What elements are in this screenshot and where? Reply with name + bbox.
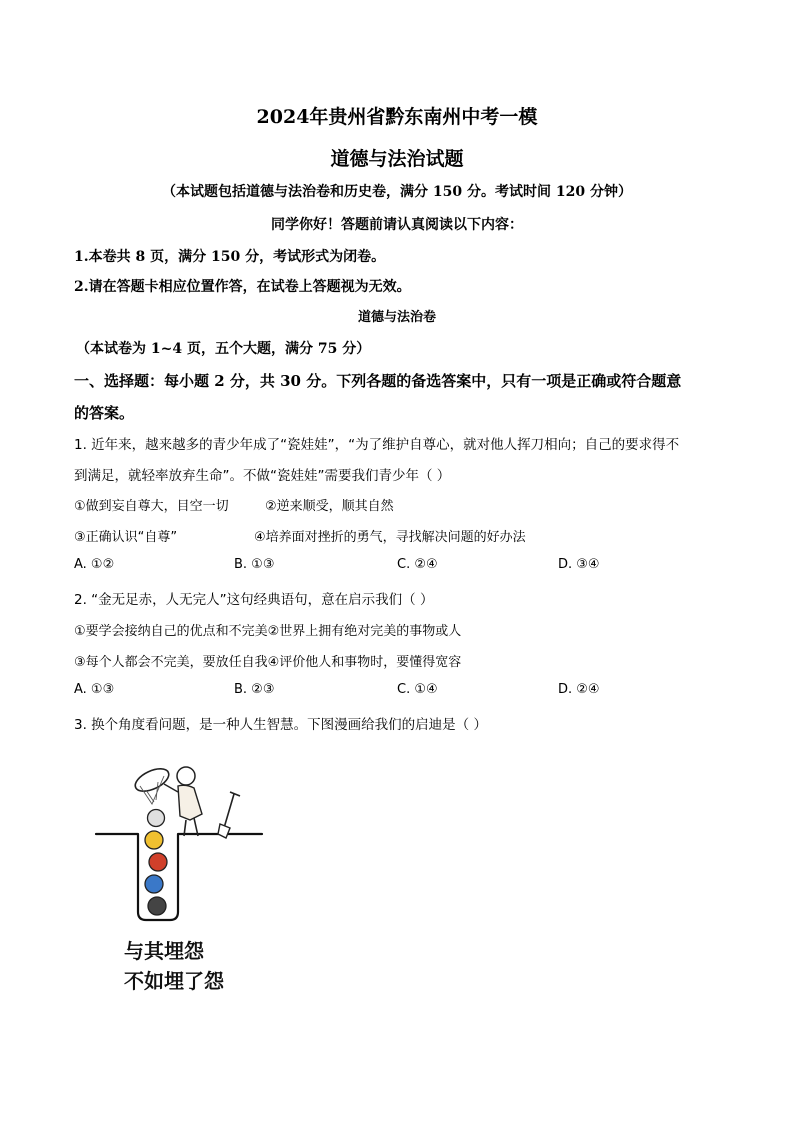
exam-greeting: 同学你好！答题前请认真阅读以下内容： (271, 217, 523, 233)
question-2-option-b: B. ②③ (234, 682, 275, 697)
question-2-option-c: C. ①④ (397, 682, 438, 697)
question-3-line-1: 3. 换个角度看问题，是一种人生智慧。下图漫画给我们的启迪是（ ） (74, 717, 487, 733)
exam-subtitle: （本试题包括道德与法治卷和历史卷，满分 150 分。考试时间 120 分钟） (162, 184, 632, 200)
cartoon-caption-line-2: 不如埋了怨 (124, 969, 224, 993)
question-2-option-d: D. ②④ (558, 682, 600, 697)
cartoon-caption-line-1: 与其埋怨 (124, 939, 204, 963)
exam-title: 2024年贵州省黔东南州中考一模 (256, 106, 538, 128)
part1-heading-line1: 一、选择题：每小题 2 分，共 30 分。下列各题的备选答案中，只有一项是正确或符合题意 (74, 372, 682, 390)
question-2-option-a: A. ①③ (74, 682, 115, 697)
question-1-line-2: 到满足，就轻率放弃生命”。不做“瓷娃娃”需要我们青少年（ ） (74, 468, 451, 484)
question-1-option-d: D. ③④ (558, 557, 600, 572)
cartoon-illustration (94, 762, 274, 1024)
resentment-ball-1 (148, 810, 165, 827)
question-1-statement-1: ①做到妄自尊大，目空一切 (74, 499, 229, 514)
part1-heading-line2: 的答案。 (74, 404, 135, 422)
question-1-statement-4: ④培养面对挫折的勇气，寻找解决问题的好办法 (254, 530, 526, 545)
question-2-statement-2: ③每个人都会不完美，要放任自我④评价他人和事物时，要懂得宽容 (74, 655, 462, 670)
question-1-statement-3: ③正确认识“自尊” (74, 530, 178, 545)
question-1-statement-2: ②逆来顺受，顺其自然 (265, 499, 394, 514)
section-note: （本试卷为 1~4 页，五个大题，满分 75 分） (76, 341, 371, 357)
resentment-ball-3 (149, 853, 167, 871)
person-head (177, 767, 195, 785)
question-2-line-1: 2. “金无足赤，人无完人”这句经典语句，意在启示我们（ ） (74, 592, 434, 608)
section-title: 道德与法治卷 (357, 310, 436, 325)
question-1-line-1: 1. 近年来，越来越多的青少年成了“瓷娃娃”，“为了维护自尊心，就对他人挥刀相向；自己的要求得不 (74, 437, 680, 453)
instruction-note-1: 1.本卷共 8 页，满分 150 分，考试形式为闭卷。 (74, 249, 386, 265)
question-2-statement-1: ①要学会接纳自己的优点和不完美②世界上拥有绝对完美的事物或人 (74, 624, 462, 639)
exam-subject: 道德与法治试题 (330, 148, 464, 170)
resentment-ball-2 (145, 831, 163, 849)
instruction-note-2: 2.请在答题卡相应位置作答，在试卷上答题视为无效。 (74, 279, 411, 295)
question-1-option-a: A. ①② (74, 557, 115, 572)
question-1-option-c: C. ②④ (397, 557, 438, 572)
resentment-ball-5 (148, 897, 166, 915)
question-1-option-b: B. ①③ (234, 557, 275, 572)
resentment-ball-4 (145, 875, 163, 893)
